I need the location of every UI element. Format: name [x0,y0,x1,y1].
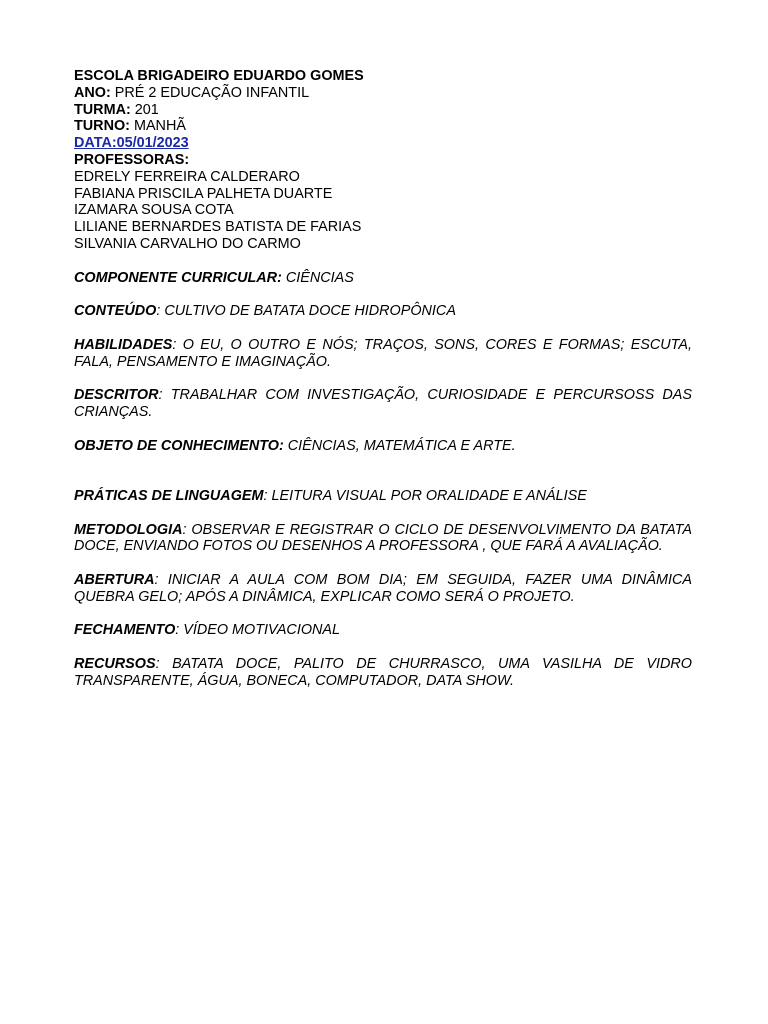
ano-line [74,85,692,102]
professora-name: IZAMARA SOUSA COTA [74,202,234,219]
turno-line [74,118,692,135]
conteudo-label: CONTEÚDO [74,303,157,320]
date-link[interactable]: DATA:05/01/2023 [74,135,189,152]
abertura-section [74,572,692,606]
descritor-label: DESCRITOR [74,387,159,404]
descritor-text: : TRABALHAR COM INVESTIGAÇÃO, CURIOSIDADE E PERCURSOSS DAS CRIANÇAS. [74,387,692,420]
turma-line [74,102,692,119]
conteudo-section [74,303,692,320]
componente-label: COMPONENTE CURRICULAR: [74,269,282,286]
professora-name: SILVANIA CARVALHO DO CARMO [74,235,301,252]
turma-value: 201 [130,101,159,118]
fechamento-label: FECHAMENTO [74,622,176,639]
ano-label: ANO: [74,84,111,101]
turma-label: TURMA: [74,101,131,118]
turno-value: MANHÃ [129,118,186,135]
praticas-text: : LEITURA VISUAL POR ORALIDADE E ANÁLISE [263,487,587,504]
professora-name: FABIANA PRISCILA PALHETA DUARTE [74,185,333,202]
conteudo-text: : CULTIVO DE BATATA DOCE HIDROPÔNICA [156,303,456,320]
componente-text: CIÊNCIAS [281,269,354,286]
habilidades-text: : O EU, O OUTRO E NÓS; TRAÇOS, SONS, CORES E FORMAS; ESCUTA, FALA, PENSAMENTO E IMAGINAÇÃO. [74,336,692,370]
descritor-section [74,387,692,421]
ano-value: PRÉ 2 EDUCAÇÃO INFANTIL [110,84,310,101]
school-name: ESCOLA BRIGADEIRO EDUARDO GOMES [74,68,364,84]
objeto-section [74,438,692,455]
praticas-section [74,488,692,505]
objeto-text: CIÊNCIAS, MATEMÁTICA E ARTE. [283,437,516,454]
habilidades-section [74,337,692,371]
lesson-plan-document [74,68,692,689]
objeto-label: OBJETO DE CONHECIMENTO: [74,437,284,454]
recursos-section [74,656,692,690]
metodologia-text: : OBSERVAR E REGISTRAR O CICLO DE DESENVOLVIMENTO DA BATATA DOCE, ENVIANDO FOTOS OU DESENHOS A PROFESSORA , QUE FARÁ A AVALIAÇÃO. [74,521,692,555]
componente-section [74,270,692,287]
praticas-label: PRÁTICAS DE LINGUAGEM [74,487,264,504]
abertura-label: ABERTURA [74,571,155,588]
fechamento-section [74,622,692,639]
metodologia-section [74,522,692,556]
professoras-label: PROFESSORAS: [74,151,190,168]
abertura-text: : INICIAR A AULA COM BOM DIA; EM SEGUIDA, FAZER UMA DINÂMICA QUEBRA GELO; APÓS A DINÂMICA, EXPLICAR COMO SERÁ O PROJETO. [74,571,692,605]
professora-name: EDRELY FERREIRA CALDERARO [74,168,300,185]
recursos-label: RECURSOS [74,655,156,672]
professora-name: LILIANE BERNARDES BATISTA DE FARIAS [74,219,362,236]
habilidades-label: HABILIDADES [74,336,173,353]
metodologia-label: METODOLOGIA [74,521,183,538]
recursos-text: : BATATA DOCE, PALITO DE CHURRASCO, UMA VASILHA DE VIDRO TRANSPARENTE, ÁGUA, BONECA, COMPUTADOR, DATA SHOW. [74,655,692,689]
turno-label: TURNO: [74,118,130,135]
fechamento-text: : VÍDEO MOTIVACIONAL [175,622,341,639]
